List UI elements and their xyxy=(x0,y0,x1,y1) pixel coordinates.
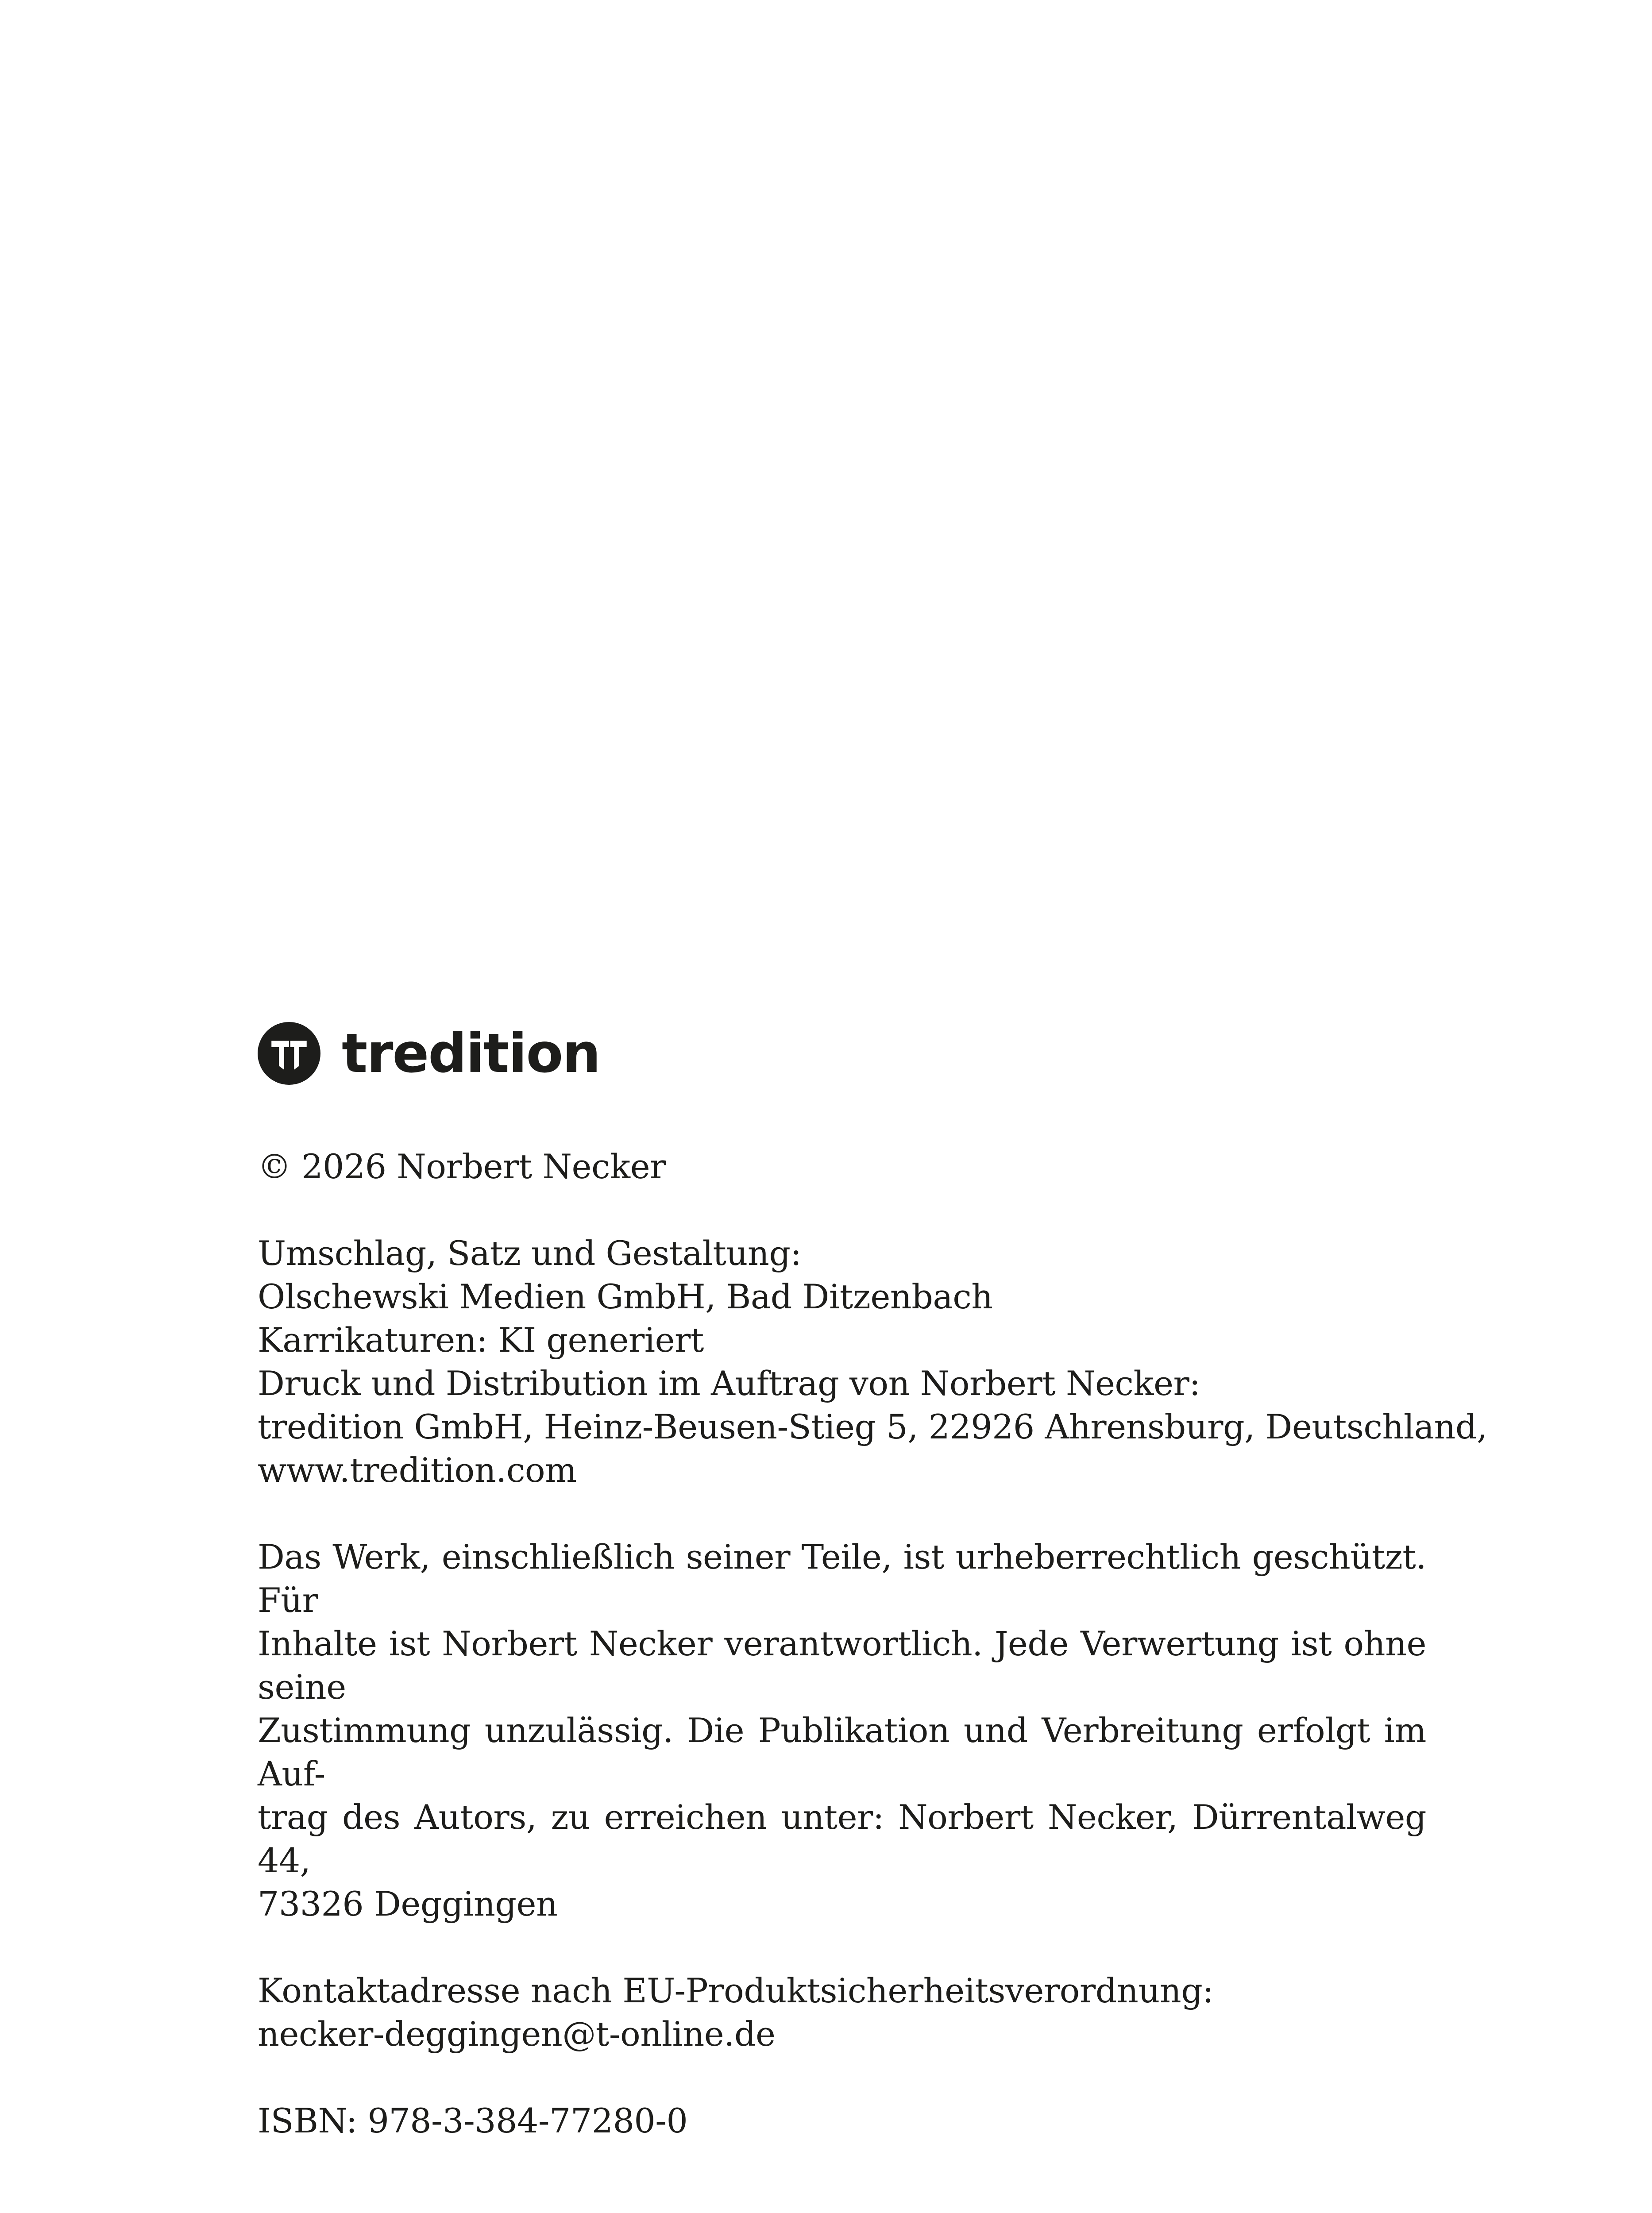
rights-line: trag des Autors, zu erreichen unter: Norbert Necker, Dürrentalweg 44, xyxy=(258,1797,1426,1880)
credits-line: Olschewski Medien GmbH, Bad Ditzenbach xyxy=(258,1277,993,1316)
publisher-logo xyxy=(258,1020,1426,1087)
imprint-block xyxy=(258,1020,1487,2143)
publisher-logo-text: tredition xyxy=(342,1022,600,1085)
rights-notice xyxy=(258,1535,1426,1926)
contact-label: Kontaktadresse nach EU-Produktsicherheitsverordnung: xyxy=(258,1971,1214,2010)
rights-line: 73326 Deggingen xyxy=(258,1884,558,1924)
isbn-line: ISBN: 978-3-384-77280-0 xyxy=(258,2101,688,2140)
credits-block xyxy=(258,1232,1487,1492)
copyright-line: © 2026 Norbert Necker xyxy=(258,1147,666,1186)
rights-line: Zustimmung unzulässig. Die Publikation und Verbreitung erfolgt im Auf- xyxy=(258,1711,1426,1793)
website-link: www.tredition.com xyxy=(258,1450,577,1490)
credits-line: Umschlag, Satz und Gestaltung: xyxy=(258,1234,802,1273)
contact-block xyxy=(258,1969,1426,2056)
contact-email: necker-deggingen@t-online.de xyxy=(258,2014,776,2054)
tredition-logo-icon xyxy=(258,1022,320,1085)
credits-line: Karrikaturen: KI generiert xyxy=(258,1320,704,1360)
credits-line: tredition GmbH, Heinz-Beusen-Stieg 5, 22926 Ahrensburg, Deutschland, xyxy=(258,1407,1487,1446)
rights-line: Das Werk, einschließlich seiner Teile, ist urheberrechtlich geschützt. Für xyxy=(258,1537,1426,1620)
credits-line: Druck und Distribution im Auftrag von Norbert Necker: xyxy=(258,1364,1200,1403)
rights-line: Inhalte ist Norbert Necker verantwortlich. Jede Verwertung ist ohne seine xyxy=(258,1624,1426,1707)
